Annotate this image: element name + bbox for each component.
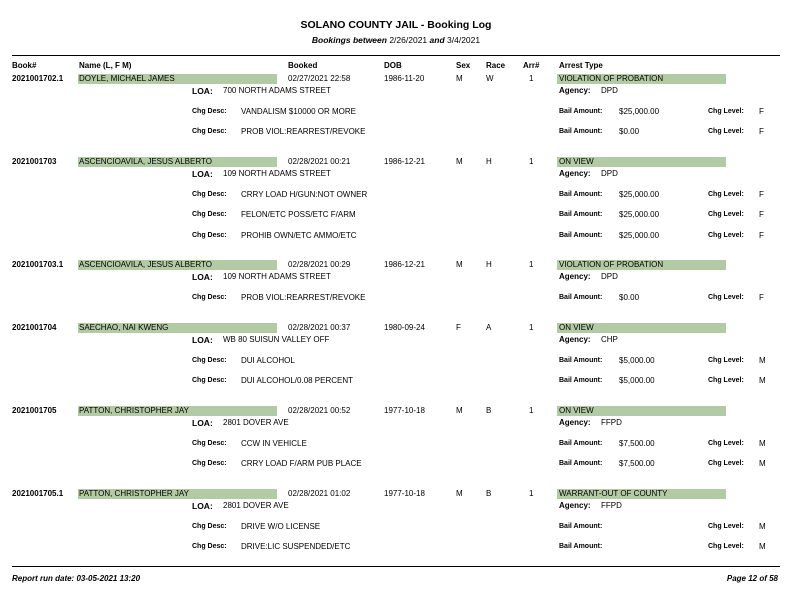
chg-desc-label: Chg Desc:	[192, 294, 227, 301]
col-sex: Sex	[456, 61, 471, 70]
loa-label: LOA:	[192, 272, 213, 282]
report-title: SOLANO COUNTY JAIL - Booking Log	[300, 19, 492, 31]
chg-desc-label: Chg Desc:	[192, 460, 227, 467]
agency-label: Agency:	[559, 272, 591, 281]
report-subtitle	[0, 35, 792, 45]
agency-label: Agency:	[559, 418, 591, 427]
chg-desc-value: DRIVE:LIC SUSPENDED/ETC	[241, 542, 351, 551]
sex-value: M	[456, 406, 463, 415]
arrest-count: 1	[529, 323, 534, 332]
arrest-type: ON VIEW	[559, 323, 594, 332]
sex-value: M	[456, 489, 463, 498]
sex-value: M	[456, 74, 463, 83]
race-value: B	[486, 406, 492, 415]
chg-level-label: Chg Level:	[708, 377, 744, 384]
chg-level-value: F	[759, 127, 764, 136]
race-value: H	[486, 260, 492, 269]
arrest-type: WARRANT-OUT OF COUNTY	[559, 489, 668, 498]
chg-level-value: M	[759, 459, 766, 468]
bail-amount-label: Bail Amount:	[559, 357, 603, 364]
bail-amount-label: Bail Amount:	[559, 523, 603, 530]
date-of-birth: 1986-12-21	[384, 157, 425, 166]
bail-amount-label: Bail Amount:	[559, 377, 603, 384]
booked-datetime: 02/28/2021 00:37	[288, 323, 351, 332]
date-of-birth: 1977-10-18	[384, 489, 425, 498]
chg-desc-label: Chg Desc:	[192, 108, 227, 115]
chg-level-value: F	[759, 190, 764, 199]
bail-amount-label: Bail Amount:	[559, 128, 603, 135]
agency-value: CHP	[601, 335, 618, 344]
chg-level-label: Chg Level:	[708, 108, 744, 115]
chg-desc-label: Chg Desc:	[192, 211, 227, 218]
chg-desc-label: Chg Desc:	[192, 232, 227, 239]
bail-amount-value: $0.00	[619, 293, 640, 302]
col-booked: Booked	[288, 61, 318, 70]
inmate-name: ASCENCIOAVILA, JESUS ALBERTO	[79, 157, 212, 166]
chg-level-label: Chg Level:	[708, 440, 744, 447]
chg-level-label: Chg Level:	[708, 460, 744, 467]
chg-desc-label: Chg Desc:	[192, 523, 227, 530]
agency-label: Agency:	[559, 501, 591, 510]
chg-level-value: F	[759, 293, 764, 302]
book-number: 2021001703.1	[12, 260, 64, 269]
book-number: 2021001704	[12, 323, 57, 332]
bail-amount-value: $7,500.00	[619, 459, 655, 468]
race-value: B	[486, 489, 492, 498]
loa-value: 109 NORTH ADAMS STREET	[223, 169, 331, 178]
date-from: 2/26/2021	[389, 35, 428, 45]
chg-desc-label: Chg Desc:	[192, 357, 227, 364]
chg-level-label: Chg Level:	[708, 523, 744, 530]
chg-level-label: Chg Level:	[708, 128, 744, 135]
bail-amount-value: $7,500.00	[619, 439, 655, 448]
bail-amount-label: Bail Amount:	[559, 460, 603, 467]
chg-desc-label: Chg Desc:	[192, 543, 227, 550]
chg-desc-value: CRRY LOAD F/ARM PUB PLACE	[241, 459, 362, 468]
chg-level-value: F	[759, 210, 764, 219]
inmate-name: PATTON, CHRISTOPHER JAY	[79, 489, 189, 498]
bail-amount-value: $25,000.00	[619, 190, 660, 199]
col-arr: Arr#	[523, 61, 540, 70]
book-number: 2021001705	[12, 406, 57, 415]
chg-level-value: M	[759, 356, 766, 365]
agency-label: Agency:	[559, 86, 591, 95]
date-to: 3/4/2021	[447, 35, 481, 45]
col-dob: DOB	[384, 61, 402, 70]
arrest-count: 1	[529, 157, 534, 166]
agency-label: Agency:	[559, 169, 591, 178]
agency-label: Agency:	[559, 335, 591, 344]
bail-amount-value: $5,000.00	[619, 376, 655, 385]
chg-level-value: M	[759, 542, 766, 551]
chg-desc-value: CRRY LOAD H/GUN:NOT OWNER	[241, 190, 368, 199]
bail-amount-label: Bail Amount:	[559, 232, 603, 239]
date-of-birth: 1986-11-20	[384, 74, 425, 83]
inmate-name: PATTON, CHRISTOPHER JAY	[79, 406, 189, 415]
loa-value: 700 NORTH ADAMS STREET	[223, 86, 331, 95]
date-of-birth: 1977-10-18	[384, 406, 425, 415]
race-value: W	[486, 74, 494, 83]
subtitle-and: and	[429, 35, 445, 45]
inmate-name: SAECHAO, NAI KWENG	[79, 323, 169, 332]
chg-level-value: M	[759, 376, 766, 385]
bail-amount-label: Bail Amount:	[559, 543, 603, 550]
agency-value: FFPD	[601, 418, 622, 427]
arrest-count: 1	[529, 74, 534, 83]
col-book: Book#	[12, 61, 37, 70]
book-number: 2021001702.1	[12, 74, 64, 83]
sex-value: F	[456, 323, 461, 332]
col-name: Name (L, F M)	[79, 61, 132, 70]
chg-level-label: Chg Level:	[708, 294, 744, 301]
chg-desc-value: PROHIB OWN/ETC AMMO/ETC	[241, 231, 357, 240]
booked-datetime: 02/27/2021 22:58	[288, 74, 351, 83]
arrest-count: 1	[529, 406, 534, 415]
chg-desc-label: Chg Desc:	[192, 377, 227, 384]
booked-datetime: 02/28/2021 00:29	[288, 260, 351, 269]
agency-value: DPD	[601, 86, 618, 95]
booking-record	[0, 489, 792, 569]
booking-record	[0, 406, 792, 486]
loa-label: LOA:	[192, 169, 213, 179]
arrest-type: ON VIEW	[559, 406, 594, 415]
loa-value: 2801 DOVER AVE	[223, 501, 289, 510]
inmate-name: ASCENCIOAVILA, JESUS ALBERTO	[79, 260, 212, 269]
chg-level-value: F	[759, 107, 764, 116]
chg-level-label: Chg Level:	[708, 191, 744, 198]
chg-level-value: M	[759, 522, 766, 531]
loa-label: LOA:	[192, 418, 213, 428]
col-arrest-type: Arrest Type	[559, 61, 603, 70]
arrest-type: ON VIEW	[559, 157, 594, 166]
book-number: 2021001705.1	[12, 489, 64, 498]
chg-desc-label: Chg Desc:	[192, 191, 227, 198]
booking-record	[0, 323, 792, 403]
bail-amount-value: $25,000.00	[619, 210, 660, 219]
col-race: Race	[486, 61, 506, 70]
chg-level-label: Chg Level:	[708, 357, 744, 364]
book-number: 2021001703	[12, 157, 57, 166]
header-rule-top	[12, 55, 780, 56]
booking-record	[0, 74, 792, 154]
loa-value: 109 NORTH ADAMS STREET	[223, 272, 331, 281]
bail-amount-label: Bail Amount:	[559, 191, 603, 198]
chg-desc-value: CCW IN VEHICLE	[241, 439, 307, 448]
bail-amount-value: $5,000.00	[619, 356, 655, 365]
bail-amount-label: Bail Amount:	[559, 294, 603, 301]
arrest-count: 1	[529, 489, 534, 498]
arrest-type: VIOLATION OF PROBATION	[559, 74, 664, 83]
chg-desc-value: PROB VIOL:REARREST/REVOKE	[241, 127, 366, 136]
booked-datetime: 02/28/2021 00:21	[288, 157, 351, 166]
chg-desc-value: DUI ALCOHOL	[241, 356, 295, 365]
chg-level-label: Chg Level:	[708, 211, 744, 218]
agency-value: DPD	[601, 272, 618, 281]
loa-value: 2801 DOVER AVE	[223, 418, 289, 427]
chg-desc-value: DRIVE W/O LICENSE	[241, 522, 321, 531]
bail-amount-value: $0.00	[619, 127, 640, 136]
chg-level-label: Chg Level:	[708, 543, 744, 550]
sex-value: M	[456, 157, 463, 166]
chg-level-label: Chg Level:	[708, 232, 744, 239]
loa-value: WB 80 SUISUN VALLEY OFF	[223, 335, 330, 344]
report-run-date: Report run date: 03-05-2021 13:20	[12, 574, 141, 583]
booking-record	[0, 157, 792, 240]
bail-amount-label: Bail Amount:	[559, 211, 603, 218]
chg-desc-label: Chg Desc:	[192, 440, 227, 447]
inmate-name: DOYLE, MICHAEL JAMES	[79, 74, 175, 83]
footer-rule	[12, 566, 780, 567]
loa-label: LOA:	[192, 501, 213, 511]
bail-amount-label: Bail Amount:	[559, 108, 603, 115]
chg-desc-value: DUI ALCOHOL/0.08 PERCENT	[241, 376, 354, 385]
bail-amount-value: $25,000.00	[619, 231, 660, 240]
booked-datetime: 02/28/2021 01:02	[288, 489, 351, 498]
arrest-count: 1	[529, 260, 534, 269]
chg-level-value: F	[759, 231, 764, 240]
agency-value: DPD	[601, 169, 618, 178]
loa-label: LOA:	[192, 86, 213, 96]
agency-value: FFPD	[601, 501, 622, 510]
loa-label: LOA:	[192, 335, 213, 345]
date-of-birth: 1986-12-21	[384, 260, 425, 269]
bail-amount-label: Bail Amount:	[559, 440, 603, 447]
date-of-birth: 1980-09-24	[384, 323, 425, 332]
booked-datetime: 02/28/2021 00:52	[288, 406, 351, 415]
arrest-type: VIOLATION OF PROBATION	[559, 260, 664, 269]
chg-desc-value: VANDALISM $10000 OR MORE	[241, 107, 357, 116]
subtitle-prefix: Bookings between	[311, 35, 387, 45]
page-number: Page 12 of 58	[726, 574, 778, 583]
race-value: H	[486, 157, 492, 166]
chg-desc-value: FELON/ETC POSS/ETC F/ARM	[241, 210, 356, 219]
chg-desc-label: Chg Desc:	[192, 128, 227, 135]
sex-value: M	[456, 260, 463, 269]
chg-level-value: M	[759, 439, 766, 448]
race-value: A	[486, 323, 492, 332]
chg-desc-value: PROB VIOL:REARREST/REVOKE	[241, 293, 366, 302]
bail-amount-value: $25,000.00	[619, 107, 660, 116]
